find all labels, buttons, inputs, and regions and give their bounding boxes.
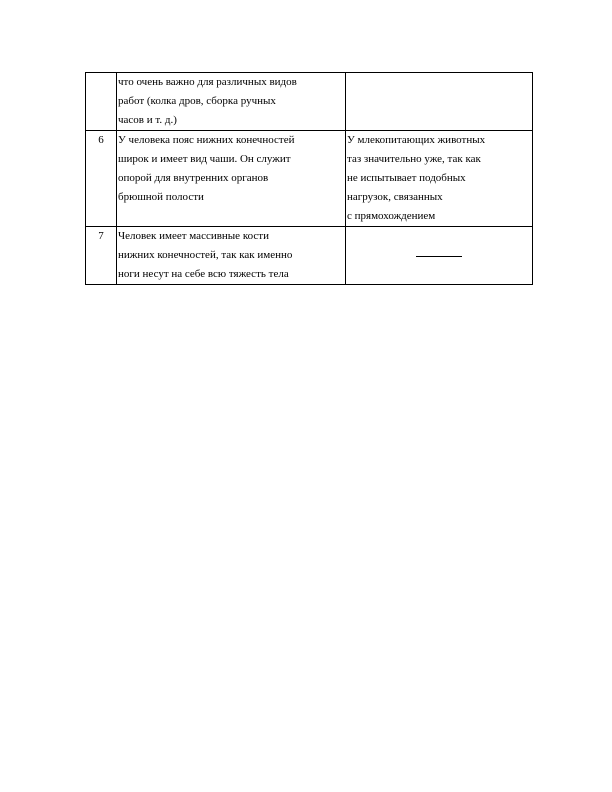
row-number: 7 bbox=[98, 230, 104, 242]
animal-feature-cell bbox=[346, 131, 533, 227]
human-feature-text: У человека пояс нижних конечностей широк и имеет вид чаши. Он служит опорой для внутренних органов брюшной полости bbox=[118, 134, 295, 203]
row-number: 6 bbox=[98, 134, 104, 146]
human-feature-text: что очень важно для различных видов работ (колка дров, сборка ручных часов и т. д.) bbox=[118, 76, 297, 126]
row-number-cell bbox=[86, 227, 117, 285]
em-dash-placeholder bbox=[416, 256, 462, 257]
human-feature-text: Человек имеет массивные кости нижних конечностей, так как именно ноги несут на себе всю тяжесть тела bbox=[118, 230, 293, 280]
animal-feature-cell bbox=[346, 227, 533, 285]
table-row bbox=[86, 131, 533, 227]
human-feature-cell bbox=[117, 227, 346, 285]
dash-container bbox=[347, 227, 531, 284]
comparison-table bbox=[85, 72, 533, 285]
table-row bbox=[86, 73, 533, 131]
table-row bbox=[86, 227, 533, 285]
row-number-cell bbox=[86, 73, 117, 131]
animal-feature-cell bbox=[346, 73, 533, 131]
human-feature-cell bbox=[117, 131, 346, 227]
row-number-cell bbox=[86, 131, 117, 227]
animal-feature-text: У млекопитающих животных таз значительно уже, так как не испытывает подобных нагрузок, связанных с прямохождением bbox=[347, 134, 486, 222]
human-feature-cell bbox=[117, 73, 346, 131]
